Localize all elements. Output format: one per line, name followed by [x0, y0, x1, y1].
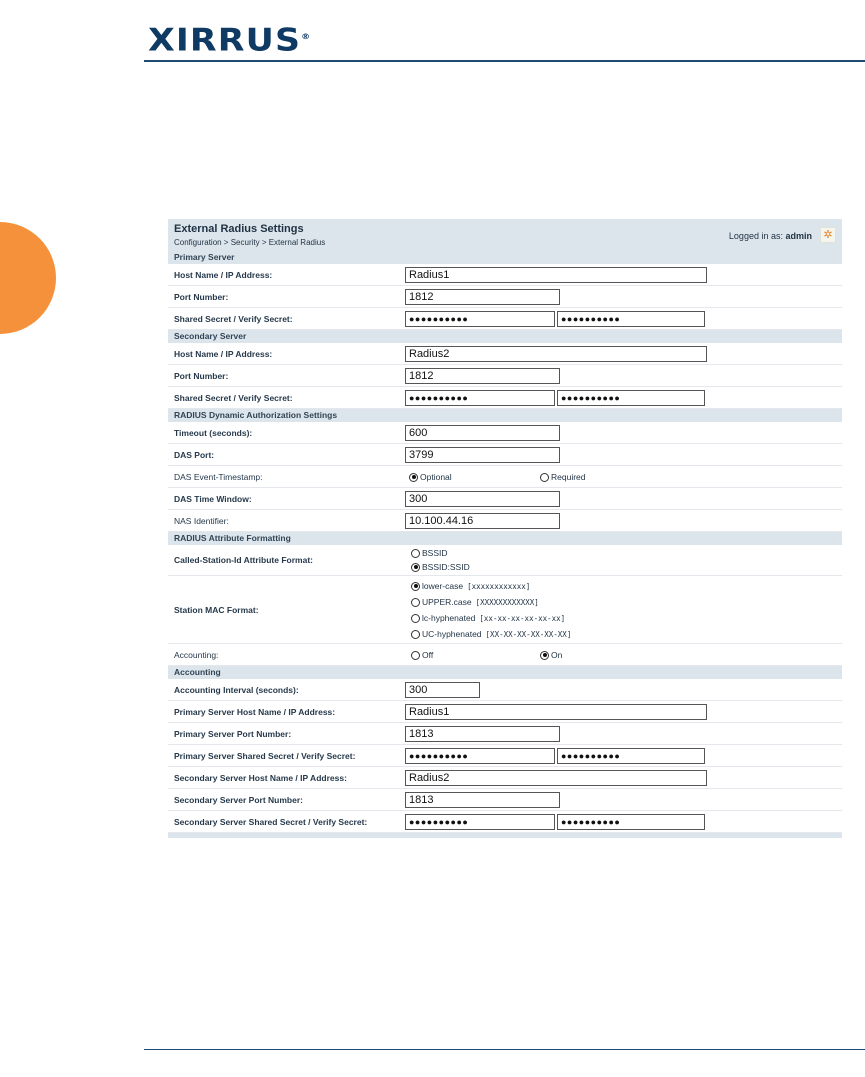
das-event-required-radio[interactable]: Required	[540, 472, 586, 482]
called-bssid-ssid-radio[interactable]: BSSID:SSID	[411, 562, 470, 572]
radio-selected-icon	[540, 651, 549, 660]
station-mac-label: Station MAC Format:	[174, 604, 259, 615]
radio-unselected-icon	[540, 473, 549, 482]
acct-primary-host-label: Primary Server Host Name / IP Address:	[174, 706, 336, 717]
xirrus-logo	[148, 22, 312, 59]
secondary-host-label: Host Name / IP Address:	[174, 348, 273, 359]
radio-selected-icon	[411, 582, 420, 591]
primary-port-label: Port Number:	[174, 291, 229, 302]
das-timeout-label: Timeout (seconds):	[174, 427, 253, 438]
row-accounting-toggle	[168, 644, 842, 666]
acct-primary-secret-input[interactable]: ●●●●●●●●●●	[405, 748, 555, 764]
radio-unselected-icon	[411, 630, 420, 639]
section-secondary-server: Secondary Server	[168, 330, 842, 343]
chapter-tab-marker	[0, 222, 56, 334]
primary-host-label: Host Name / IP Address:	[174, 269, 273, 280]
accounting-interval-input[interactable]: 300	[405, 682, 480, 698]
section-accounting: Accounting	[168, 666, 842, 679]
acct-primary-port-label: Primary Server Port Number:	[174, 728, 292, 739]
section-attribute-formatting: RADIUS Attribute Formatting	[168, 532, 842, 545]
row-primary-port	[168, 286, 842, 308]
acct-secondary-host-input[interactable]: Radius2	[405, 770, 707, 786]
acct-secondary-port-input[interactable]: 1813	[405, 792, 560, 808]
breadcrumb: Configuration > Security > External Radius	[174, 238, 326, 247]
secondary-host-input[interactable]: Radius2	[405, 346, 707, 362]
das-window-label: DAS Time Window:	[174, 493, 252, 504]
logo-text: XIRRUS®	[148, 22, 312, 59]
accounting-label: Accounting:	[174, 649, 219, 660]
primary-verify-secret-input[interactable]: ●●●●●●●●●●	[557, 311, 705, 327]
acct-secondary-port-label: Secondary Server Port Number:	[174, 794, 303, 805]
row-acct-secondary-host	[168, 767, 842, 789]
panel-header	[168, 219, 842, 251]
username: admin	[785, 231, 812, 241]
called-bssid-radio[interactable]: BSSID	[411, 548, 448, 558]
nas-identifier-label: NAS Identifier:	[174, 515, 229, 526]
radio-selected-icon	[411, 563, 420, 572]
mac-lower-case-radio[interactable]: lower-case [xxxxxxxxxxxx]	[411, 581, 530, 591]
radio-unselected-icon	[411, 549, 420, 558]
accounting-on-radio[interactable]: On	[540, 650, 562, 660]
secondary-secret-input[interactable]: ●●●●●●●●●●	[405, 390, 555, 406]
called-station-label: Called-Station-Id Attribute Format:	[174, 555, 313, 565]
row-primary-host	[168, 264, 842, 286]
das-port-label: DAS Port:	[174, 449, 215, 460]
logged-in-status: Logged in as: admin	[728, 231, 812, 241]
das-timeout-input[interactable]: 600	[405, 425, 560, 441]
row-accounting-interval	[168, 679, 842, 701]
primary-host-input[interactable]: Radius1	[405, 267, 707, 283]
panel-footer-strip	[168, 833, 842, 838]
radio-selected-icon	[409, 473, 418, 482]
radio-unselected-icon	[411, 598, 420, 607]
row-nas-identifier	[168, 510, 842, 532]
row-acct-primary-port	[168, 723, 842, 745]
accounting-off-radio[interactable]: Off	[411, 650, 433, 660]
mac-upper-case-radio[interactable]: UPPER.case [XXXXXXXXXXXX]	[411, 597, 539, 607]
row-called-station-format	[168, 545, 842, 576]
radio-unselected-icon	[411, 614, 420, 623]
acct-primary-verify-input[interactable]: ●●●●●●●●●●	[557, 748, 705, 764]
acct-primary-port-input[interactable]: 1813	[405, 726, 560, 742]
das-event-label: DAS Event-Timestamp:	[174, 471, 263, 482]
secondary-port-label: Port Number:	[174, 370, 229, 381]
primary-secret-label: Shared Secret / Verify Secret:	[174, 313, 293, 324]
das-window-input[interactable]: 300	[405, 491, 560, 507]
acct-primary-secret-label: Primary Server Shared Secret / Verify Secret:	[174, 750, 356, 761]
row-secondary-host	[168, 343, 842, 365]
acct-secondary-host-label: Secondary Server Host Name / IP Address:	[174, 772, 347, 783]
row-das-port	[168, 444, 842, 466]
header-rule	[144, 60, 865, 62]
acct-primary-host-input[interactable]: Radius1	[405, 704, 707, 720]
section-das-settings: RADIUS Dynamic Authorization Settings	[168, 409, 842, 422]
radio-unselected-icon	[411, 651, 420, 660]
nas-identifier-input[interactable]: 10.100.44.16	[405, 513, 560, 529]
row-primary-secret	[168, 308, 842, 330]
row-das-timeout	[168, 422, 842, 444]
secondary-port-input[interactable]: 1812	[405, 368, 560, 384]
row-secondary-port	[168, 365, 842, 387]
acct-secondary-secret-input[interactable]: ●●●●●●●●●●	[405, 814, 555, 830]
primary-secret-input[interactable]: ●●●●●●●●●●	[405, 311, 555, 327]
row-das-window	[168, 488, 842, 510]
acct-secondary-secret-label: Secondary Server Shared Secret / Verify Secret:	[174, 816, 368, 827]
section-primary-server: Primary Server	[168, 251, 842, 264]
row-secondary-secret	[168, 387, 842, 409]
primary-port-input[interactable]: 1812	[405, 289, 560, 305]
row-acct-primary-secret	[168, 745, 842, 767]
mac-lc-hyphenated-radio[interactable]: lc-hyphenated [xx-xx-xx-xx-xx-xx]	[411, 613, 565, 623]
row-station-mac-format	[168, 576, 842, 644]
row-acct-secondary-port	[168, 789, 842, 811]
row-acct-secondary-secret	[168, 811, 842, 833]
das-event-optional-radio[interactable]: Optional	[409, 472, 452, 482]
accounting-interval-label: Accounting Interval (seconds):	[174, 684, 299, 695]
footer-rule	[144, 1049, 865, 1050]
external-radius-panel	[168, 219, 842, 838]
acct-secondary-verify-input[interactable]: ●●●●●●●●●●	[557, 814, 705, 830]
secondary-verify-secret-input[interactable]: ●●●●●●●●●●	[557, 390, 705, 406]
secondary-secret-label: Shared Secret / Verify Secret:	[174, 392, 293, 403]
mac-uc-hyphenated-radio[interactable]: UC-hyphenated [XX-XX-XX-XX-XX-XX]	[411, 629, 571, 639]
gear-icon[interactable]: ✲	[820, 227, 836, 243]
row-acct-primary-host	[168, 701, 842, 723]
row-das-event-timestamp	[168, 466, 842, 488]
page-title: External Radius Settings	[174, 223, 304, 235]
das-port-input[interactable]: 3799	[405, 447, 560, 463]
